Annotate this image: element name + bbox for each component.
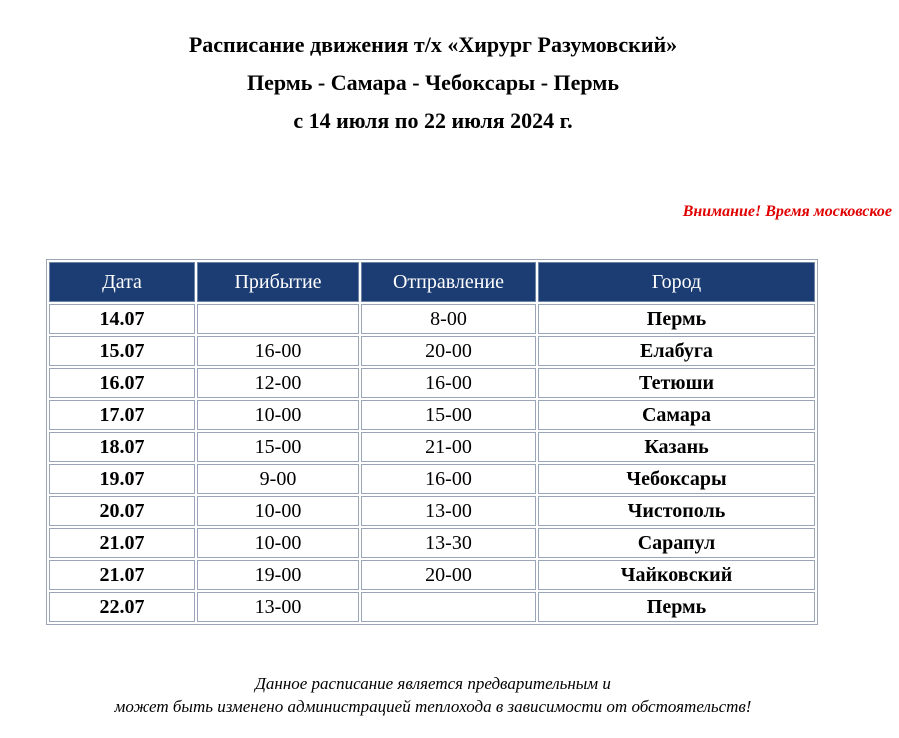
cell-date: 15.07 — [49, 336, 195, 366]
cell-arrival — [197, 304, 359, 334]
cell-arrival: 16-00 — [197, 336, 359, 366]
cell-city: Елабуга — [538, 336, 815, 366]
cell-date: 21.07 — [49, 528, 195, 558]
cell-date: 14.07 — [49, 304, 195, 334]
cell-date: 16.07 — [49, 368, 195, 398]
column-header-date: Дата — [49, 262, 195, 302]
title-route: Пермь - Самара - Чебоксары - Пермь — [247, 70, 619, 95]
cell-departure: 8-00 — [361, 304, 536, 334]
title-ship-name: Расписание движения т/х «Хирург Разумовский» — [188, 32, 678, 57]
cell-date: 19.07 — [49, 464, 195, 494]
cell-city: Тетюши — [538, 368, 815, 398]
cell-date: 20.07 — [49, 496, 195, 526]
table-row — [49, 400, 815, 430]
table-header-row — [49, 262, 815, 302]
cell-arrival: 13-00 — [197, 592, 359, 622]
cell-departure: 13-00 — [361, 496, 536, 526]
cell-city: Пермь — [538, 592, 815, 622]
schedule-table-body — [49, 304, 815, 622]
cell-departure: 20-00 — [361, 336, 536, 366]
cell-date: 18.07 — [49, 432, 195, 462]
cell-departure: 16-00 — [361, 368, 536, 398]
cell-arrival: 10-00 — [197, 528, 359, 558]
table-row — [49, 432, 815, 462]
cell-departure: 21-00 — [361, 432, 536, 462]
disclaimer-line-1: Данное расписание является предварительным и — [255, 674, 611, 693]
cell-date: 21.07 — [49, 560, 195, 590]
cell-arrival: 10-00 — [197, 400, 359, 430]
cell-arrival: 9-00 — [197, 464, 359, 494]
disclaimer-line-2: может быть изменено администрацией теплохода в зависимости от обстоятельств! — [114, 697, 752, 716]
table-row — [49, 528, 815, 558]
cell-departure: 20-00 — [361, 560, 536, 590]
cell-city: Чайковский — [538, 560, 815, 590]
cell-city: Чистополь — [538, 496, 815, 526]
cell-date: 17.07 — [49, 400, 195, 430]
schedule-title — [0, 26, 866, 140]
cell-city: Пермь — [538, 304, 815, 334]
cell-city: Сарапул — [538, 528, 815, 558]
column-header-departure: Отправление — [361, 262, 536, 302]
table-row — [49, 496, 815, 526]
table-row — [49, 560, 815, 590]
table-row — [49, 368, 815, 398]
table-row — [49, 336, 815, 366]
moscow-time-notice: Внимание! Время московское — [682, 203, 892, 220]
cell-departure — [361, 592, 536, 622]
cell-date: 22.07 — [49, 592, 195, 622]
cell-arrival: 10-00 — [197, 496, 359, 526]
table-row — [49, 464, 815, 494]
cell-city: Чебоксары — [538, 464, 815, 494]
table-row — [49, 304, 815, 334]
cell-arrival: 15-00 — [197, 432, 359, 462]
title-dates: с 14 июля по 22 июля 2024 г. — [293, 108, 573, 133]
cell-city: Самара — [538, 400, 815, 430]
disclaimer — [0, 672, 866, 718]
cell-departure: 13-30 — [361, 528, 536, 558]
cell-city: Казань — [538, 432, 815, 462]
cell-departure: 15-00 — [361, 400, 536, 430]
column-header-arrival: Прибытие — [197, 262, 359, 302]
column-header-city: Город — [538, 262, 815, 302]
cell-departure: 16-00 — [361, 464, 536, 494]
cell-arrival: 19-00 — [197, 560, 359, 590]
cell-arrival: 12-00 — [197, 368, 359, 398]
schedule-table — [46, 259, 818, 625]
table-row — [49, 592, 815, 622]
